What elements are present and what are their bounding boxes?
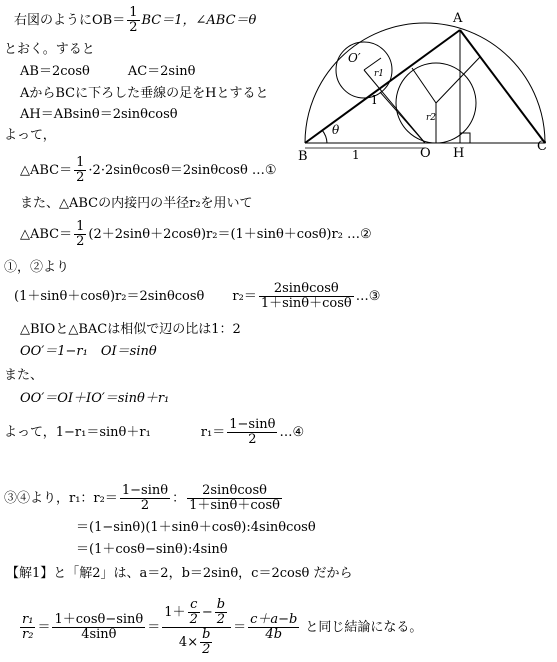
line-10: ①，②より [4,260,70,275]
line-20: 【解1】と「解2」は、a＝2，b＝2sinθ，c＝2cosθ だから [6,566,353,581]
text: ＝ [37,620,51,635]
right-angle-mark [460,133,470,143]
text: − [201,605,213,620]
label-one: 1 [352,148,360,162]
line-12: △BIOと△BACは相似で辺の比は1：2 [20,322,241,337]
label-o: O [420,146,431,161]
numerator: 1−sinθ [121,483,169,498]
denominator: 2 [189,612,198,627]
fraction [52,613,145,642]
numerator: c [188,598,200,613]
fraction [227,418,277,447]
numerator: b [216,597,226,612]
line-19: ＝(1＋cosθ−sinθ):4sinθ [76,542,228,557]
line-16 [4,418,304,447]
line-17 [4,484,284,513]
denominator: 4b [265,627,283,642]
denominator: 2 [248,432,257,447]
line-7 [20,156,277,185]
denominator: 4sinθ [81,627,117,642]
numerator [162,598,231,628]
text: (2＋2sinθ＋2cosθ)r₂＝(1＋sinθ＋cosθ)r₂ …② [88,227,372,242]
denominator: 2 [216,612,226,627]
fraction [20,613,35,642]
line-15: OO′＝OI＋IO′＝sinθ＋r₁ [20,391,170,406]
line-2: とおく。すると [4,42,95,57]
text: AB＝2cosθ [20,64,90,79]
text: △ABC＝ [20,227,73,242]
side-ab [305,30,460,143]
line-4: AからBCに下ろした垂線の足をHとすると [20,86,269,101]
numerator: 1 [129,5,138,20]
denominator: 2 [202,642,211,657]
label-oprime: O′ [348,51,361,65]
numerator: b [202,627,211,642]
text: 1＋ [164,605,186,620]
line-9 [20,220,372,249]
numerator: 1＋cosθ−sinθ [54,612,144,627]
compound-fraction [162,598,231,657]
line-14: また、 [4,368,44,383]
label-theta: θ [332,123,340,137]
label-b: B [298,149,308,164]
line-5: AH＝ABsinθ＝2sinθcosθ [20,107,178,122]
fraction [248,613,299,642]
text: (1＋sinθ＋cosθ)r₂＝2sinθcosθ [14,289,205,304]
line-6: よって， [4,128,56,143]
fraction [120,484,170,513]
text: …③ [355,289,381,304]
text: 4× [178,635,199,650]
label-r1: r1 [374,69,385,79]
line-8: また、△ABCの内接円の半径r₂を用いて [20,196,253,211]
text: BC＝1，∠ABC＝θ [141,13,257,28]
label-c: C [537,139,547,154]
numerator: 2sinθcosθ [187,484,282,499]
text: よって，1−r₁＝sinθ＋r₁ [4,425,151,440]
fraction [259,282,354,311]
fraction [188,598,200,627]
text: r₂＝ [232,289,257,304]
semicircle [305,23,545,143]
numerator: 2sinθcosθ [259,282,354,297]
text: ③④より，r₁：r₂＝ [4,491,118,506]
line-13: OO′＝1−r₁ OI＝sinθ [20,344,157,359]
fraction [215,598,227,627]
text: …④ [279,425,305,440]
text: ·2·2sinθcosθ＝2sinθcosθ …① [88,163,277,178]
fraction [187,484,282,513]
numerator: 1−sinθ [229,417,276,432]
numerator: 1 [76,155,85,170]
angle-arc [322,130,327,143]
label-a: A [453,11,463,26]
numerator: 1 [76,219,85,234]
denominator: 2 [76,234,85,249]
denominator: 2 [129,20,138,35]
fraction [127,6,139,35]
line-18: ＝(1−sinθ)(1＋sinθ＋cosθ):4sinθcosθ [76,520,316,535]
geometry-diagram [295,0,545,170]
text: ： [172,491,186,506]
line-11 [14,282,380,311]
line-3 [20,64,195,80]
denominator: 1＋sinθ＋cosθ [260,296,352,311]
text: △ABC＝ [20,163,73,178]
numerator: c＋a−b [250,612,298,627]
label-h: H [453,146,465,161]
denominator: 2 [76,170,85,185]
label-r2: r2 [426,113,437,123]
line-1 [14,6,256,35]
line-21 [18,598,422,657]
numerator: r₁ [22,612,34,627]
text: 右図のようにOB＝ [14,13,126,28]
text: と同じ結論になる。 [305,620,423,635]
denominator: 1＋sinθ＋cosθ [189,498,280,513]
text: r₁＝ [200,425,226,440]
denominator: 2 [140,498,150,513]
text: AC＝2sinθ [127,64,196,79]
fraction [74,156,86,185]
label-i: I [372,93,377,107]
text: ＝ [233,620,247,635]
denominator: r₂ [22,627,34,642]
incircle-to-ab [412,68,436,103]
denominator [162,628,231,657]
fraction [74,220,86,249]
text: ＝ [147,620,161,635]
fraction [200,628,212,657]
